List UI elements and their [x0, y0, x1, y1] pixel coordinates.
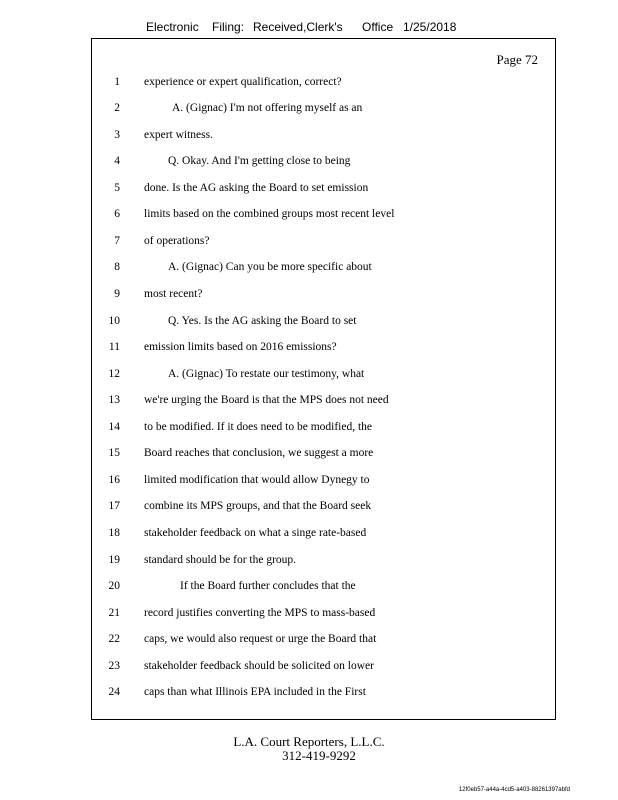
- transcript-line: [92, 471, 555, 489]
- line-text: Board reaches that conclusion, we suggest a more: [144, 447, 374, 459]
- line-text: of operations?: [144, 235, 210, 247]
- header-office: Office: [362, 20, 394, 34]
- header-electronic: Electronic: [146, 20, 199, 34]
- line-number: 11: [108, 341, 120, 353]
- transcript-line: [92, 391, 555, 409]
- header-received: Received,Clerk's: [253, 20, 343, 34]
- line-text: expert witness.: [144, 129, 213, 141]
- transcript-line: [92, 126, 555, 144]
- transcript-line: [92, 365, 555, 383]
- transcript-line: [92, 683, 555, 701]
- transcript-line: [92, 205, 555, 223]
- transcript-line: [92, 258, 555, 276]
- line-text: limits based on the combined groups most recent level: [144, 208, 395, 220]
- line-number: 12: [108, 368, 120, 380]
- line-text: standard should be for the group.: [144, 554, 297, 566]
- line-number: 10: [108, 315, 120, 327]
- line-text: limited modification that would allow Dynegy to: [144, 474, 370, 486]
- footer-company: L.A. Court Reporters, L.L.C.: [233, 734, 385, 749]
- line-text: If the Board further concludes that the: [180, 580, 356, 592]
- line-number: 4: [114, 155, 120, 167]
- header-filing: Filing:: [212, 20, 245, 34]
- transcript-line: [92, 630, 555, 648]
- filing-header: [0, 20, 618, 36]
- line-number: 8: [114, 261, 120, 273]
- line-text: most recent?: [144, 288, 203, 300]
- transcript-line: [92, 232, 555, 250]
- line-text: caps than what Illinois EPA included in the First: [144, 686, 366, 698]
- transcript-line: [92, 152, 555, 170]
- line-number: 16: [108, 474, 120, 486]
- line-text: Q. Okay. And I'm getting close to being: [168, 155, 351, 167]
- transcript-line: [92, 99, 555, 117]
- line-text: Q. Yes. Is the AG asking the Board to set: [168, 315, 357, 327]
- line-number: 21: [108, 607, 120, 619]
- transcript-line: [92, 577, 555, 595]
- footer-phone: 312-419-9292: [282, 748, 356, 763]
- document-id: 12f0eb57-a44a-4cd5-a403-88261397abfd: [458, 787, 570, 793]
- line-text: stakeholder feedback on what a singe rate-based: [144, 527, 367, 539]
- line-number: 19: [108, 554, 120, 566]
- transcript-frame: [91, 38, 556, 720]
- line-number: 17: [108, 500, 120, 512]
- transcript-line: [92, 657, 555, 675]
- line-number: 20: [108, 580, 120, 592]
- line-text: to be modified. If it does need to be modified, the: [144, 421, 373, 433]
- line-text: record justifies converting the MPS to mass-based: [144, 607, 376, 619]
- line-number: 18: [108, 527, 120, 539]
- line-text: A. (Gignac) To restate our testimony, what: [168, 368, 365, 380]
- line-text: combine its MPS groups, and that the Board seek: [144, 500, 372, 512]
- line-text: done. Is the AG asking the Board to set emission: [144, 182, 369, 194]
- transcript-line: [92, 604, 555, 622]
- line-number: 22: [108, 633, 120, 645]
- transcript-line: [92, 338, 555, 356]
- line-text: emission limits based on 2016 emissions?: [144, 341, 337, 353]
- line-number: 7: [114, 235, 120, 247]
- line-number: 15: [108, 447, 120, 459]
- transcript-line: [92, 551, 555, 569]
- transcript-line: [92, 73, 555, 91]
- line-number: 13: [108, 394, 120, 406]
- transcript-line: [92, 179, 555, 197]
- line-number: 24: [108, 686, 120, 698]
- line-text: stakeholder feedback should be solicited on lower: [144, 660, 374, 672]
- transcript-line: [92, 524, 555, 542]
- line-number: 6: [114, 208, 120, 220]
- line-number: 5: [114, 182, 120, 194]
- line-number: 14: [108, 421, 120, 433]
- line-number: 3: [114, 129, 120, 141]
- line-number: 9: [114, 288, 120, 300]
- transcript-line: [92, 444, 555, 462]
- transcript-line: [92, 312, 555, 330]
- line-number: 1: [114, 76, 120, 88]
- page-number: Page 72: [496, 52, 538, 67]
- header-date: 1/25/2018: [403, 20, 457, 34]
- line-number: 2: [114, 102, 120, 114]
- line-text: caps, we would also request or urge the Board that: [144, 633, 377, 645]
- line-text: A. (Gignac) I'm not offering myself as an: [172, 102, 363, 114]
- line-text: we're urging the Board is that the MPS does not need: [144, 394, 389, 406]
- transcript-line: [92, 418, 555, 436]
- line-text: experience or expert qualification, correct?: [144, 76, 342, 88]
- line-text: A. (Gignac) Can you be more specific about: [168, 261, 372, 273]
- transcript-line: [92, 285, 555, 303]
- transcript-line: [92, 497, 555, 515]
- line-number: 23: [108, 660, 120, 672]
